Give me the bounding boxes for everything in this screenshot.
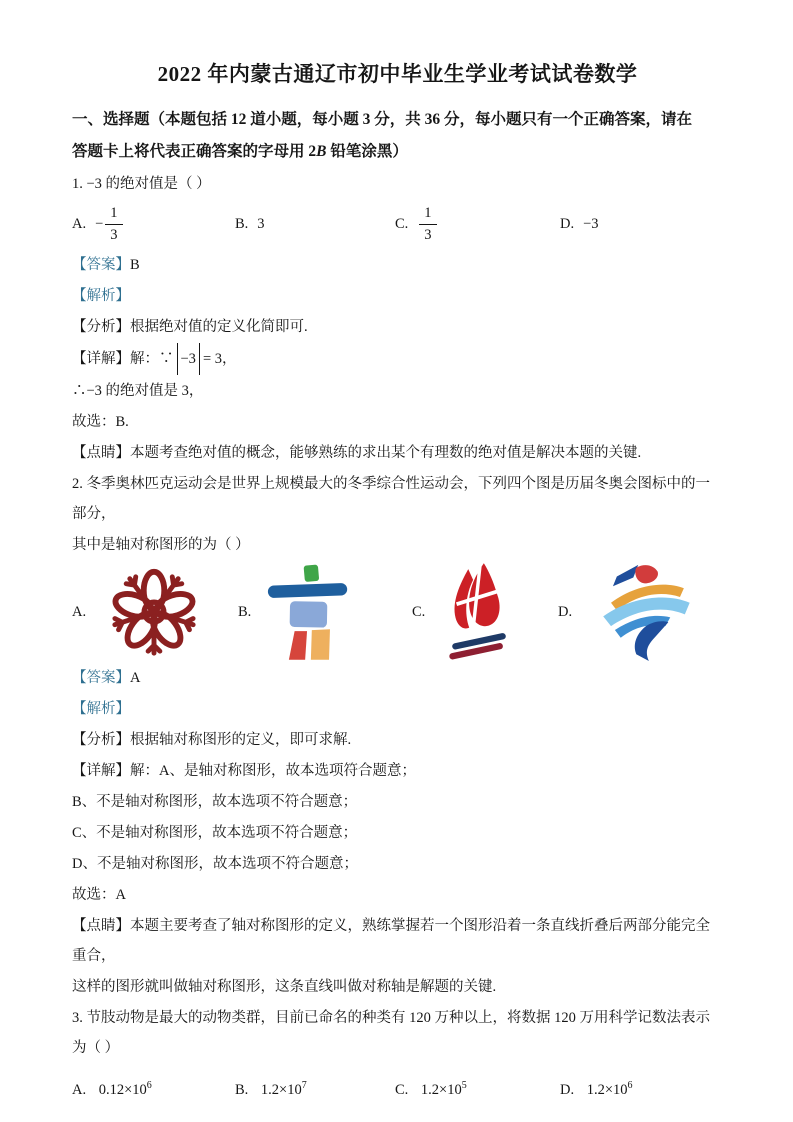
analysis-tag: 【解析】 [72,288,130,304]
q3-option-a-base: 0.12×10 [98,1081,147,1098]
q1-option-b [235,216,395,233]
q2-detail-line-a: 【详解】解：A、是轴对称图形，故本选项符合题意； [72,763,416,779]
q1-option-b-label: B. [235,215,249,232]
q3-option-b-exponent: 7 [301,1079,307,1091]
fraction-numerator: 1 [424,205,432,221]
q1-option-d-value: −3 [583,215,599,232]
q3-option-b-base: 1.2×10 [260,1081,302,1098]
minus-sign: − [95,215,104,232]
q2-option-b [238,562,412,662]
q1-detail-line [72,343,723,375]
q1-conclusion-line: ∴−3 的绝对值是 3， [72,383,204,399]
q1-option-c-label: C. [395,215,409,232]
beijing-winter-games-emblem-icon [586,561,704,663]
answer-tag: 【答案】 [72,257,130,273]
question-2-stem-line1: 2. 冬季奥林匹克运动会是世界上规模最大的冬季综合性运动会，下列四个图是历届冬奥会图标中的一部分， [72,476,710,522]
q2-detail-line-b: B、不是轴对称图形，故本选项不符合题意； [72,794,358,810]
analysis-tag: 【解析】 [72,701,130,717]
inukshuk-head [304,565,320,582]
q2-detail-line-d: D、不是轴对称图形，故本选项不符合题意； [72,856,358,872]
inukshuk-arms [268,583,348,598]
q3-option-c-label: C. [395,1081,409,1098]
q1-fenxi-line: 【分析】根据绝对值的定义化简即可. [72,319,308,335]
q2-detail-line-c: C、不是轴对称图形，故本选项不符合题意； [72,825,358,841]
flame-emblem-icon [439,563,517,661]
q1-answer-value: B [130,257,140,273]
inukshuk-right-leg [311,629,330,660]
inukshuk-emblem-icon [265,563,351,661]
q2-option-a [72,562,238,662]
question-2-stem-line2: 其中是轴对称图形的为（ ） [72,537,250,553]
page-title: 2022 年内蒙古通辽市初中毕业生学业考试试卷数学 [157,62,638,86]
q3-option-a-exponent: 6 [146,1079,152,1091]
snowflake-rosette [113,572,196,653]
q1-option-a-value [95,206,122,242]
q2-option-c [412,562,558,662]
answer-tag: 【答案】 [72,670,130,686]
q1-detail-post: = 3， [202,351,237,367]
q2-answer-line [72,663,723,693]
fraction-denominator: 3 [419,224,436,243]
q2-analysis-tag-line [72,694,723,724]
q1-answer-line [72,250,723,280]
q3-option-b [235,1079,395,1099]
q1-analysis-tag-line [72,281,723,311]
section-header-line2 [72,136,723,168]
q1-option-c-value [417,206,436,242]
section-header-line2-pre: 答题卡上将代表正确答案的字母用 2 [72,143,317,160]
q2-answer-value: A [130,670,141,686]
q3-option-b-label: B. [235,1081,249,1098]
inukshuk-left-leg [289,631,307,660]
question-2-options [72,562,723,662]
q3-option-d-base: 1.2×10 [586,1081,628,1098]
q3-option-a [72,1079,235,1099]
q3-option-c-base: 1.2×10 [420,1081,462,1098]
q3-option-c-value [420,1079,467,1098]
section-header-line1: 一、选择题（本题包括 12 道小题，每小题 3 分，共 36 分，每小题只有一个正确答案，请在 [72,111,693,128]
q3-option-d-exponent: 6 [627,1079,633,1091]
q1-option-d-label: D. [560,215,575,232]
q3-option-a-label: A. [72,1081,87,1098]
question-3-stem: 3. 节肢动物是最大的动物类群，目前已命名的种类有 120 万种以上，将数据 120 万用科学记数法表示为（ ） [72,1010,710,1056]
q1-choose-line: 故选：B. [72,414,129,430]
question-1-stem: 1. −3 的绝对值是（ ） [72,176,211,192]
q2-option-d-label: D. [558,603,573,620]
section-header-line2-post: 铅笔涂黑） [326,143,408,160]
question-1-options [72,199,723,249]
q2-option-d [558,562,723,662]
question-3-options [72,1071,723,1109]
q3-option-d [560,1079,723,1099]
q3-option-d-label: D. [560,1081,575,1098]
q1-tip-line: 【点睛】本题考查绝对值的概念，能够熟练的求出某个有理数的绝对值是解决本题的关键. [72,445,642,461]
q1-detail-pre: 【详解】解：∵ [72,351,174,367]
q1-option-b-value: 3 [257,215,265,232]
q2-tip-line2: 这样的图形就叫做轴对称图形，这条直线叫做对称轴是解题的关键. [72,979,497,995]
q2-tip-line1: 【点睛】本题主要考查了轴对称图形的定义，熟练掌握若一个图形沿着一条直线折叠后两部分能完全重合， [72,918,710,964]
q1-option-a-label: A. [72,215,87,232]
inukshuk-body [290,601,328,627]
q2-option-c-label: C. [412,603,426,620]
q3-option-c-exponent: 5 [461,1079,467,1091]
q3-option-d-value [586,1079,633,1098]
q2-choose-line: 故选：A [72,887,126,903]
fraction-numerator: 1 [110,205,118,221]
q2-option-a-label: A. [72,603,87,620]
beijing-top-navy-ribbon [613,565,638,586]
q1-option-c [395,206,560,242]
fraction [105,206,122,242]
q3-option-b-value [260,1079,307,1098]
absolute-value-expression: −3 [177,343,200,375]
fraction [419,206,436,242]
fraction-denominator: 3 [105,224,122,243]
q2-fenxi-line: 【分析】根据轴对称图形的定义，即可求解. [72,732,352,748]
q2-option-b-label: B. [238,603,252,620]
snowflake-emblem-icon [100,563,208,661]
beijing-red-shape [635,565,658,583]
q3-option-a-value [98,1079,152,1098]
pencil-grade-letter: B [316,143,327,160]
q3-option-c [395,1079,560,1099]
q1-option-d [560,216,723,233]
q1-option-a [72,206,235,242]
section-header [72,104,723,168]
